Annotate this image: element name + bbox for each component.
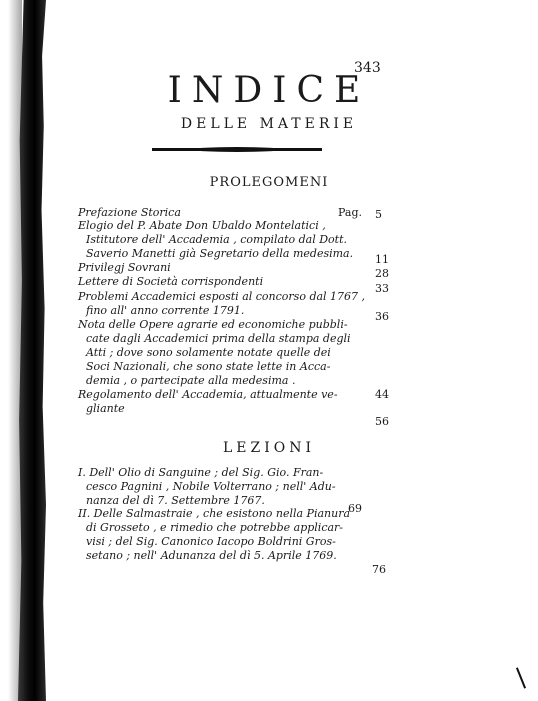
- index-entry: [78, 318, 398, 388]
- section-heading-prolegomeni: PROLEGOMENI: [209, 175, 329, 190]
- entry-page-number: 44: [375, 388, 389, 401]
- entry-line: Problemi Accademici esposti al concorso dal 1767 ,: [78, 290, 366, 303]
- entry-line: I. Dell' Olio di Sanguine ; del Sig. Gio. Fran-: [78, 466, 324, 479]
- entry-page-number: 33: [375, 282, 389, 295]
- entry-line: Prefazione Storica: [78, 206, 181, 219]
- entry-line: Lettere di Società corrispondenti: [78, 275, 264, 288]
- index-entry: [78, 290, 398, 318]
- page-number: 343: [354, 60, 381, 76]
- index-entry: [78, 388, 398, 416]
- entry-line: fino all' anno corrente 1791.: [86, 304, 245, 317]
- entry-page-number: 5: [375, 208, 382, 221]
- pag-label: Pag.: [338, 206, 363, 219]
- entry-line: Istitutore dell' Accademia , compilato dal Dott.: [86, 233, 348, 246]
- entry-line: Privilegj Sovrani: [78, 261, 171, 274]
- entry-line: cesco Pagnini , Nobile Volterrano ; nell' Adu-: [86, 480, 336, 493]
- index-entry: [78, 219, 398, 261]
- entry-line: setano ; nell' Adunanza del dì 5. Aprile 1769.: [86, 549, 337, 562]
- entry-line: Regolamento dell' Accademia, attualmente ve-: [78, 388, 338, 401]
- entry-page-number: 76: [372, 563, 386, 576]
- page-title: INDICE: [167, 70, 371, 111]
- section-heading-lezioni: LEZIONI: [222, 440, 316, 456]
- page-subtitle: DELLE MATERIE: [180, 116, 358, 132]
- entry-line: Elogio del P. Abate Don Ubaldo Montelatici ,: [78, 219, 326, 232]
- entry-line: II. Delle Salmastraie , che esistono nella Pianura: [78, 507, 351, 520]
- index-entry: [78, 507, 398, 563]
- entry-line: Saverio Manetti già Segretario della medesima.: [86, 247, 354, 260]
- entry-line: visi ; del Sig. Canonico Iacopo Boldrini Gros-: [86, 535, 336, 548]
- entry-line: Atti ; dove sono solamente notate quelle dei: [86, 346, 331, 359]
- index-entry: [78, 275, 398, 289]
- entry-page-number: 36: [375, 310, 389, 323]
- entry-line: nanza del dì 7. Settembre 1767.: [86, 494, 265, 507]
- entry-line: demia , o partecipate alla medesima .: [86, 374, 296, 387]
- index-entry: [78, 261, 398, 275]
- entry-page-number: 56: [375, 415, 389, 428]
- entry-line: gliante: [86, 402, 125, 415]
- entry-page-number: 28: [375, 267, 389, 280]
- entry-page-number: 69: [348, 502, 362, 515]
- entry-line: cate dagli Accademici prima della stampa degli: [86, 332, 351, 345]
- entry-line: di Grosseto , e rimedio che potrebbe applicar-: [86, 521, 344, 534]
- entry-page-number: 11: [375, 253, 389, 266]
- entry-line: Nota delle Opere agrarie ed economiche pubbli-: [78, 318, 348, 331]
- entry-line: Soci Nazionali, che sono state lette in Acca-: [86, 360, 331, 373]
